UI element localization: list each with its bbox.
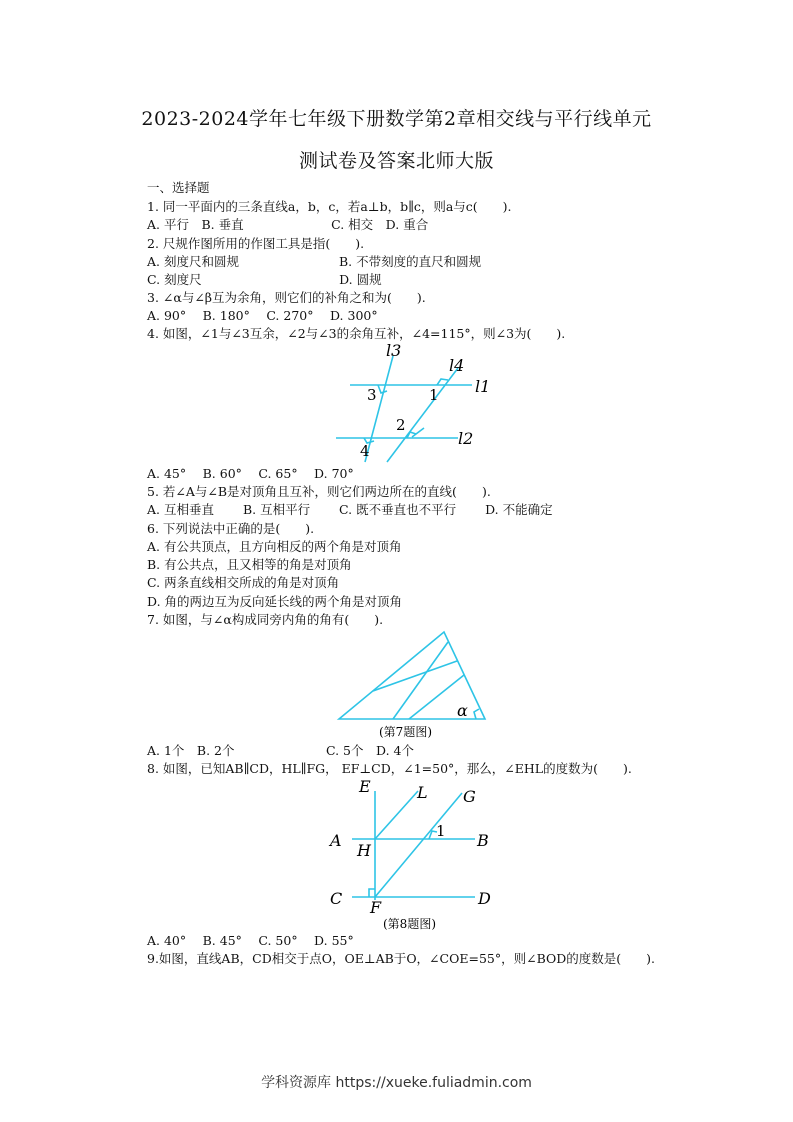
inner-transversal-2	[409, 675, 464, 719]
line-l4	[387, 368, 458, 462]
question-6-option-d: D. 角的两边互为反向延长线的两个角是对顶角	[147, 594, 403, 609]
label-g: G	[463, 787, 476, 806]
label-l4: l4	[449, 356, 465, 375]
question-2-options-ab: A. 刻度尺和圆规 B. 不带刻度的直尺和圆规	[147, 254, 482, 269]
label-l2: l2	[458, 429, 474, 448]
question-7: 7. 如图，与∠α构成同旁内角的角有( ).	[147, 612, 384, 627]
label-d: D	[478, 889, 491, 908]
question-1-options: A. 平行 B. 垂直 C. 相交 D. 重合	[147, 217, 429, 232]
label-a: A	[330, 831, 342, 850]
label-f: F	[370, 898, 382, 917]
label-c: C	[330, 889, 343, 908]
question-7-options: A. 1个 B. 2个 C. 5个 D. 4个	[147, 743, 414, 758]
figure-8-caption: (第8题图)	[383, 917, 436, 931]
question-6-option-c: C. 两条直线相交所成的角是对顶角	[147, 575, 340, 590]
label-angle-4: 4	[360, 442, 370, 460]
question-8-options: A. 40° B. 45° C. 50° D. 55°	[147, 933, 354, 948]
footer-watermark: 学科资源库 https://xueke.fuliadmin.com	[261, 1075, 532, 1091]
label-l: L	[417, 783, 428, 802]
figure-question-7	[335, 630, 495, 742]
document-title-line1: 2023-2024学年七年级下册数学第2章相交线与平行线单元	[141, 108, 652, 130]
question-2-options-cd: C. 刻度尺 D. 圆规	[147, 272, 382, 287]
label-l3: l3	[386, 341, 402, 360]
label-alpha: α	[457, 701, 468, 720]
figure-question-8	[325, 775, 505, 935]
line-fg	[375, 793, 462, 897]
question-6-option-b: B. 有公共点，且又相等的角是对顶角	[147, 557, 352, 572]
label-h: H	[357, 841, 371, 860]
question-4-options: A. 45° B. 60° C. 65° D. 70°	[147, 466, 354, 481]
parallel-lines-diagram	[330, 340, 490, 465]
question-9: 9.如图，直线AB，CD相交于点O，OE⊥AB于O，∠COE=55°，则∠BOD的度数是( ).	[147, 951, 655, 966]
question-3: 3. ∠α与∠β互为余角，则它们的补角之和为( ).	[147, 290, 426, 305]
section-heading: 一、选择题	[147, 180, 210, 195]
triangle-diagram	[335, 630, 495, 742]
parallel-lines-ab-cd-diagram	[325, 775, 505, 935]
line-hl	[375, 791, 418, 839]
label-b: B	[477, 831, 489, 850]
question-3-options: A. 90° B. 180° C. 270° D. 300°	[147, 308, 378, 323]
label-angle-1: 1	[429, 386, 439, 404]
question-2: 2. 尺规作图所用的作图工具是指( ).	[147, 236, 365, 251]
label-angle-2: 2	[396, 416, 406, 434]
question-8: 8. 如图，已知AB∥CD，HL∥FG， EF⊥CD，∠1=50°，那么，∠EHL的度数为( ).	[147, 761, 632, 776]
label-angle-1: 1	[436, 822, 446, 840]
question-6: 6. 下列说法中正确的是( ).	[147, 521, 315, 536]
label-angle-3: 3	[367, 386, 377, 404]
label-l1: l1	[475, 377, 491, 396]
figure-question-4	[330, 340, 490, 465]
inner-parallel-line	[373, 661, 457, 691]
question-5-options: A. 互相垂直 B. 互相平行 C. 既不垂直也不平行 D. 不能确定	[147, 502, 553, 517]
question-6-option-a: A. 有公共顶点，且方向相反的两个角是对顶角	[147, 539, 402, 554]
question-5: 5. 若∠A与∠B是对顶角且互补，则它们两边所在的直线( ).	[147, 484, 491, 499]
angle-alpha-mark	[474, 709, 479, 719]
right-angle-mark	[369, 889, 375, 897]
figure-7-caption: (第7题图)	[379, 725, 432, 739]
question-4: 4. 如图，∠1与∠3互余，∠2与∠3的余角互补，∠4=115°，则∠3为( ).	[147, 326, 566, 341]
document-title-line2: 测试卷及答案北师大版	[298, 150, 494, 172]
label-e: E	[359, 777, 371, 796]
question-1: 1. 同一平面内的三条直线a，b，c，若a⊥b，b∥c，则a与c( ).	[147, 199, 512, 214]
